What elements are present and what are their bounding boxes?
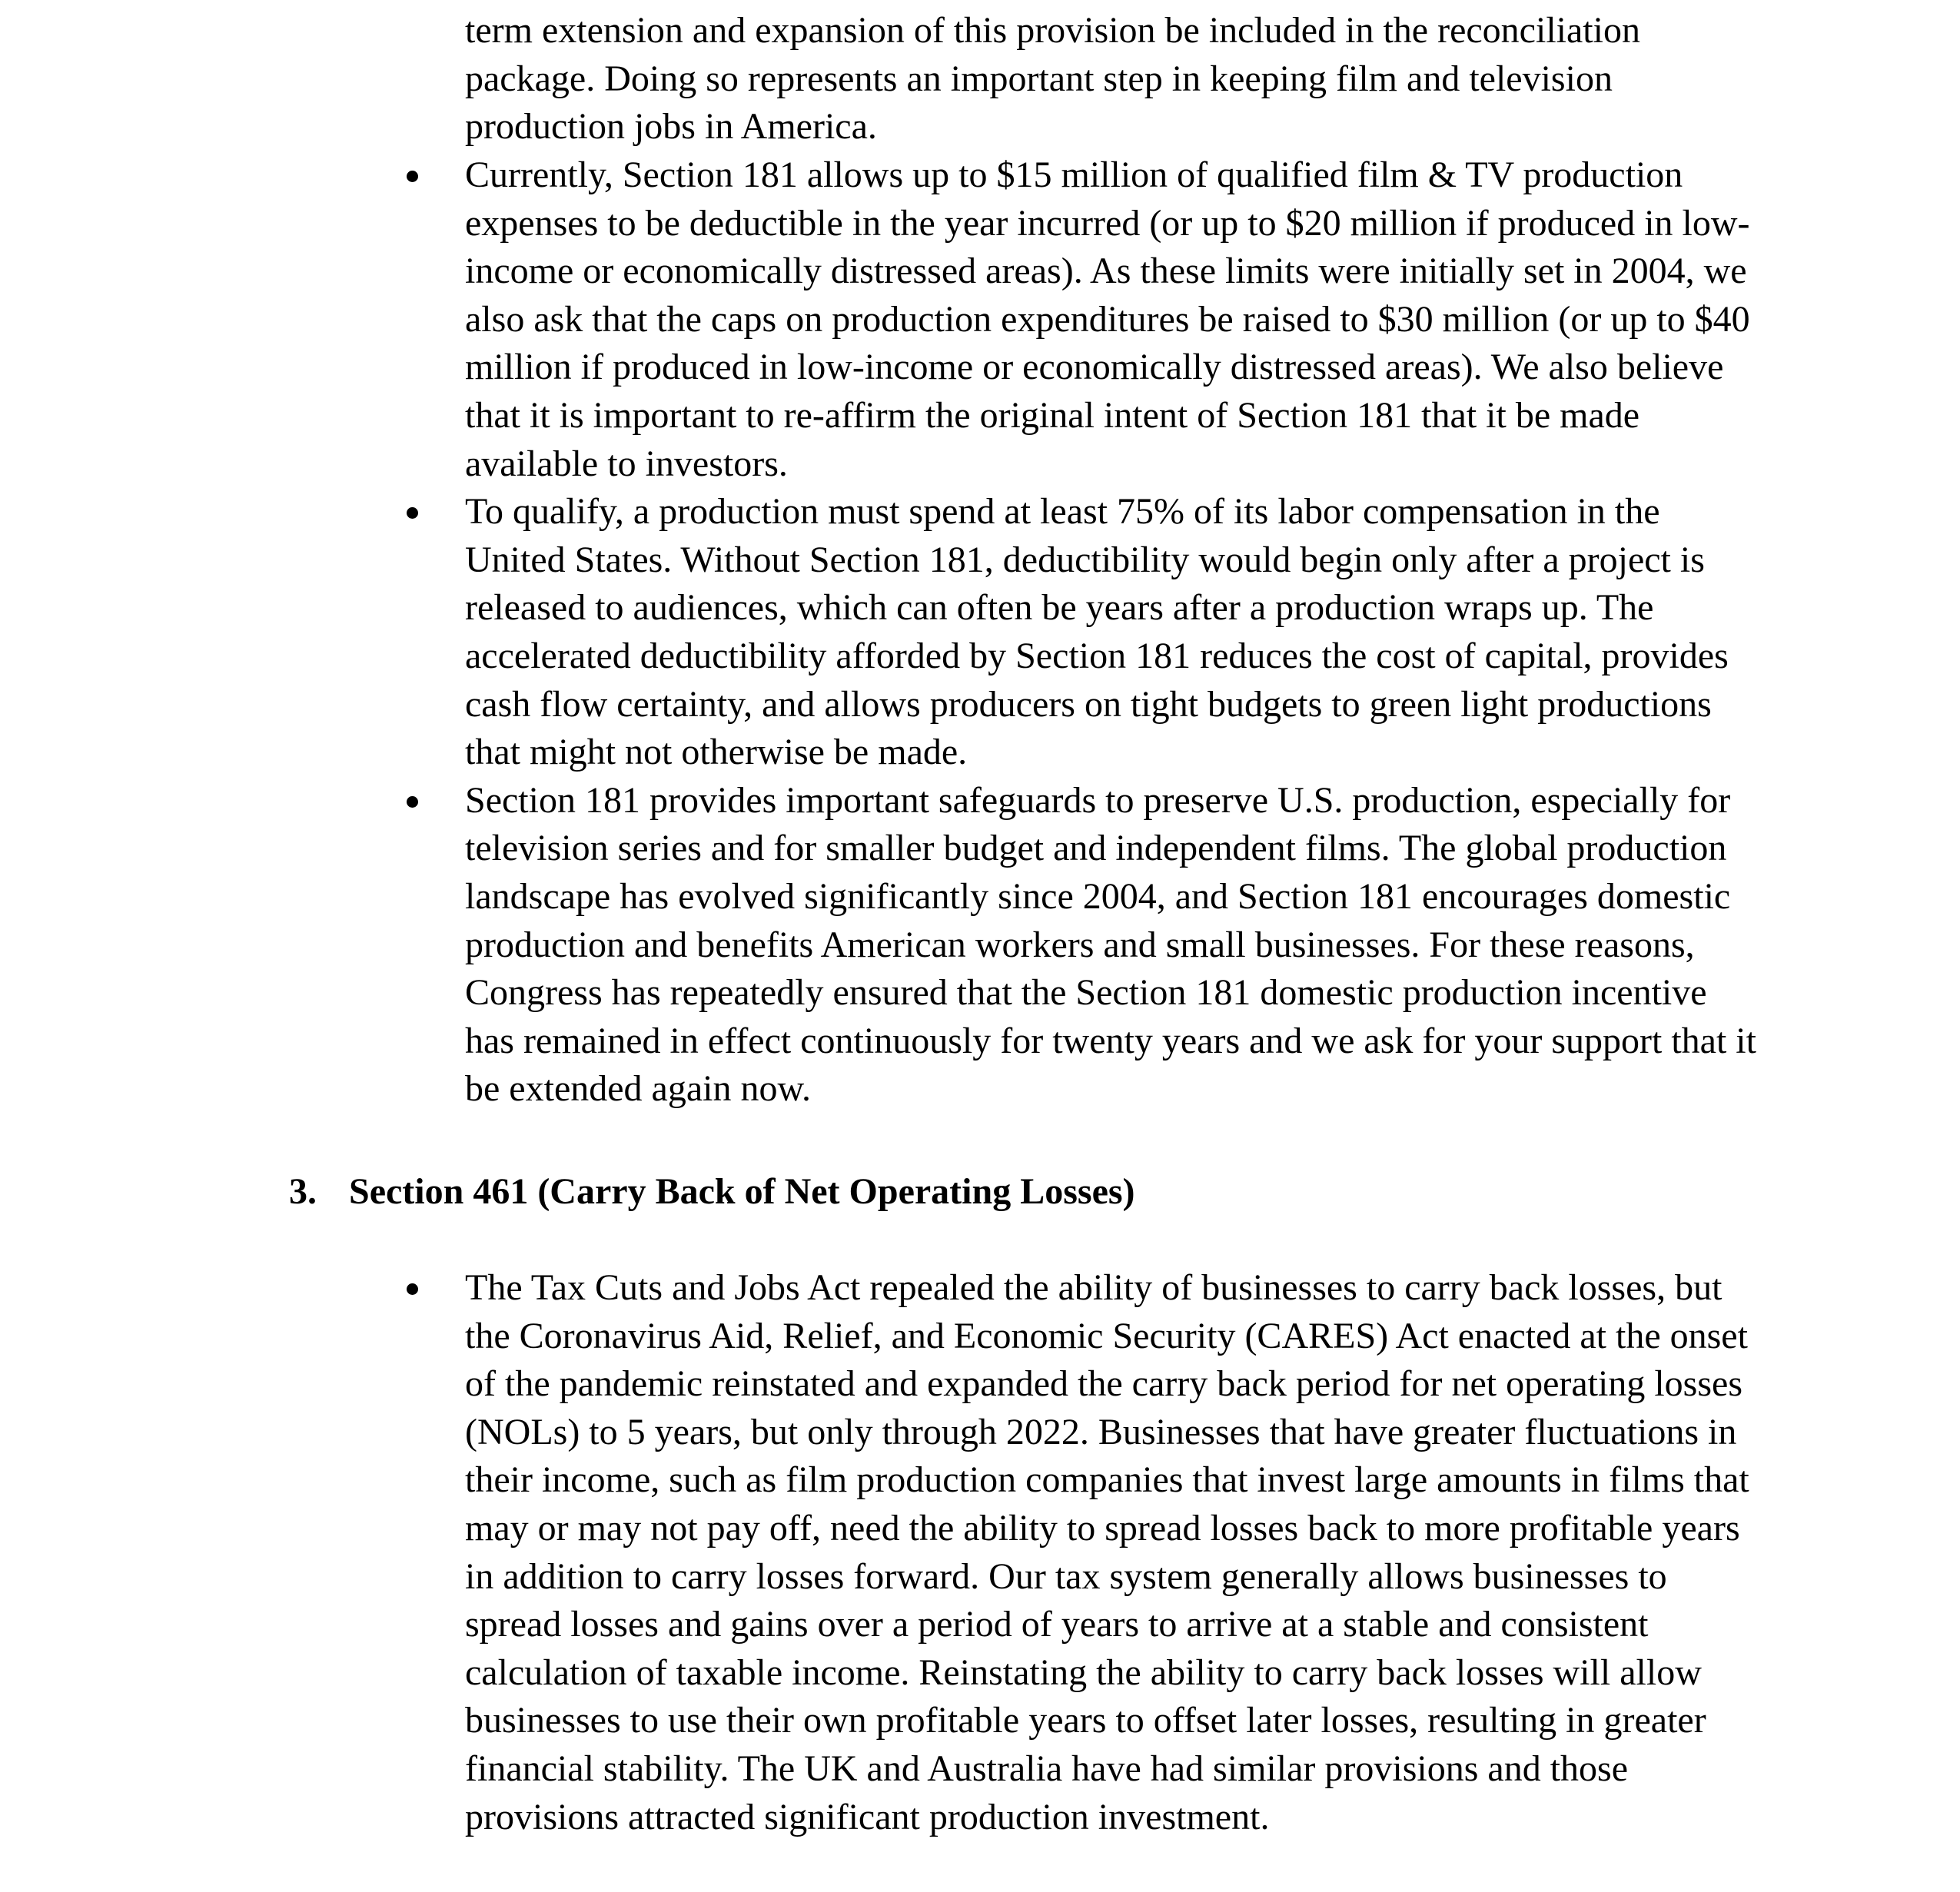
bullet-item-qualification [465,488,1764,777]
section-title: Section 461 (Carry Back of Net Operating Losses) [349,1171,1135,1212]
bullet-point-icon [407,171,418,182]
section-number: 3. [289,1171,317,1212]
bullet-text: Currently, Section 181 allows up to $15 million of qualified film & TV production expenses to be deductible in the year incurred (or up to $20 million if produced in low-income or economically distressed areas). As these limits were initially set in 2004, we also ask that the caps on production expenditures be raised to $30 million (or up to $40 million if produced in low-income or economically distressed areas). We also believe that it is important to re-affirm the original intent of Section 181 that it be made available to investors. [465,154,1750,484]
section-461-bullet-list [465,1264,1764,1841]
bullet-point-icon [407,1283,418,1295]
bullet-text: To qualify, a production must spend at least 75% of its labor compensation in the United States. Without Section 181, deductibility would begin only after a project is released to audiences, which can often be years after a production wraps up. The accelerated deductibility afforded by Section 181 reduces the cost of capital, provides cash flow certainty, and allows producers on tight budgets to green light productions that might not otherwise be made. [465,491,1729,773]
bullet-text: The Tax Cuts and Jobs Act repealed the ability of businesses to carry back losses, but the Coronavirus Aid, Relief, and Economic Security (CARES) Act enacted at the onset of the pandemic reinstated and expanded the carry back period for net operating losses (NOLs) to 5 years, but only through 2022. Businesses that have greater fluctuations in their income, such as film production companies that invest large amounts in films that may or may not pay off, need the ability to spread losses back to more profitable years in addition to carry losses forward. Our tax system generally allows businesses to spread losses and gains over a period of years to arrive at a stable and consistent calculation of taxable income. Reinstating the ability to carry back losses will allow businesses to use their own profitable years to offset later losses, resulting in greater financial stability. The UK and Australia have had similar provisions and those provisions attracted significant production investment. [465,1267,1749,1837]
bullet-item-current-caps [465,151,1764,488]
bullet-item-carry-back [465,1264,1764,1841]
continued-paragraph: term extension and expansion of this provision be included in the reconciliation package. Doing so represents an important step in keeping film and television production jobs in America. [465,10,1640,148]
section-heading [289,1168,1135,1217]
section-181-bullet-list [465,151,1764,1114]
bullet-item-safeguards [465,777,1764,1114]
bullet-point-icon [407,796,418,808]
bullet-text: Section 181 provides important safeguards to preserve U.S. production, especially for television series and for smaller budget and independent films. The global production landscape has evolved significantly since 2004, and Section 181 encourages domestic production and benefits American workers and small businesses. For these reasons, Congress has repeatedly ensured that the Section 181 domestic production incentive has remained in effect continuously for twenty years and we ask for your support that it be extended again now. [465,779,1756,1110]
bullet-point-icon [407,507,418,519]
